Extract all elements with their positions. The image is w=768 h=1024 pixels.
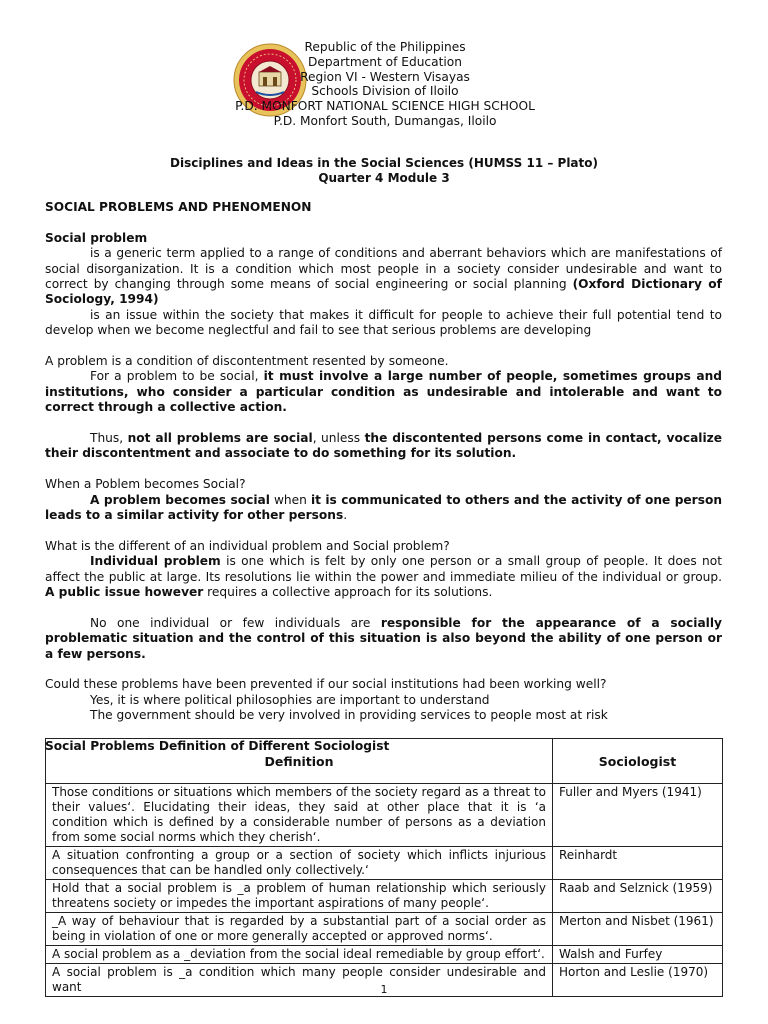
could-question: Could these problems have been prevented if our social institutions had been working well?	[45, 677, 607, 692]
sociologist-definitions-table	[45, 738, 723, 997]
table-header-row	[46, 739, 723, 784]
header-line-address: P.D. Monfort South, Dumangas, Iloilo	[273, 113, 497, 128]
sociologist-cell: Horton and Leslie (1970)	[553, 964, 723, 997]
table-row	[46, 913, 723, 946]
for-social-paragraph: For a problem to be social, it must involve a large number of people, sometimes groups and institutions, who consider a particular condition as undesirable and intolerable and want to correct through a collective action.	[45, 369, 722, 415]
oxford-citation: (Oxford Dictionary of Sociology, 1994)	[45, 277, 722, 307]
header-line-division: Schools Division of Iloilo	[311, 84, 459, 99]
header-line-school: P.D. MONFORT NATIONAL SCIENCE HIGH SCHOOL	[235, 99, 535, 114]
no-one-paragraph: No one individual or few individuals are responsible for the appearance of a socially problematic situation and the control of this situation is also beyond the ability of one person or a few persons.	[45, 615, 722, 661]
sociologist-cell: Walsh and Furfey	[553, 946, 723, 964]
discontent-paragraph: A problem is a condition of discontentment resented by someone.	[45, 354, 449, 369]
when-question: When a Poblem becomes Social?	[45, 477, 246, 492]
sociologist-cell: Raab and Selznick (1959)	[553, 880, 723, 913]
could-answer-1: Yes, it is where political philosophies are important to understand	[90, 692, 490, 707]
header-line-republic: Republic of the Philippines	[304, 40, 466, 54]
definition-cell: A situation confronting a group or a section of society which inflicts injurious consequences that can be handled only collectively.‘	[46, 847, 553, 880]
header-line-deped: Department of Education	[308, 54, 462, 69]
definition-cell: Those conditions or situations which members of the society regard as a threat to their values‘. Elucidating their ideas, they said at other place that it is ‘a condition which is defined by a considerable number of persons as a deviation from some social norms which they cherish‘.	[46, 784, 553, 847]
social-problem-definition-1: is a generic term applied to a range of conditions and aberrant behaviors which are manifestations of social disorganization. It is a condition which most people in a society consider undesirable and want to correct by changing through some means of social engineering or social planning (Oxford Dictionary of Sociology, 1994)	[45, 246, 722, 307]
module-title-quarter: Quarter 4 Module 3	[318, 171, 450, 185]
individual-problem-paragraph: Individual problem is one which is felt by only one person or a small group of people. It does not affect the public at large. Its resolutions lie within the power and immediate milieu of the individual or group. A public issue however requires a collective approach for its solutions.	[45, 554, 722, 600]
table-row	[46, 784, 723, 847]
column-header-sociologist: Sociologist	[553, 739, 723, 784]
sociologist-cell: Merton and Nisbet (1961)	[553, 913, 723, 946]
difference-question: What is the different of an individual problem and Social problem?	[45, 538, 450, 553]
module-title	[0, 156, 768, 186]
sociologist-cell: Fuller and Myers (1941)	[553, 784, 723, 847]
section-heading: SOCIAL PROBLEMS AND PHENOMENON	[45, 200, 312, 214]
definition-cell: A social problem as a _deviation from the social ideal remediable by group effort‘.	[46, 946, 553, 964]
definition-cell: A social problem is _a condition which many people consider undesirable and want	[46, 964, 553, 997]
sociologist-cell: Reinhardt	[553, 847, 723, 880]
when-answer: A problem becomes social when it is communicated to others and the activity of one person leads to a similar activity for other persons.	[45, 492, 723, 523]
table-heading: Social Problems Definition of Different Sociologist	[45, 739, 390, 754]
module-body	[45, 200, 722, 755]
definition-cell: Hold that a social problem is _a problem of human relationship which seriously threatens society or impedes the important aspirations of many people‘.	[46, 880, 553, 913]
social-problem-definition-2: is an issue within the society that makes it difficult for people to achieve their full potential tend to develop when we become neglectful and fail to see that serious problems are developing	[45, 307, 722, 338]
social-problem-heading: Social problem	[45, 230, 148, 245]
module-title-subject: Disciplines and Ideas in the Social Sciences (HUMSS 11 – Plato)	[170, 156, 598, 170]
school-header	[230, 40, 540, 129]
table-row	[46, 946, 723, 964]
thus-paragraph: Thus, not all problems are social, unless the discontented persons come in contact, vocalize their discontentment and associate to do something for its solution.	[45, 431, 723, 461]
table-row	[46, 880, 723, 913]
table-row	[46, 847, 723, 880]
definition-cell: _A way of behaviour that is regarded by a substantial part of a social order as being in violation of one or more generally accepted or approved norms‘.	[46, 913, 553, 946]
header-line-region: Region VI - Western Visayas	[300, 69, 470, 84]
column-header-definition: Definition	[46, 739, 553, 784]
page-number: 1	[380, 983, 388, 996]
could-answer-2: The government should be very involved in providing services to people most at risk	[90, 708, 608, 723]
